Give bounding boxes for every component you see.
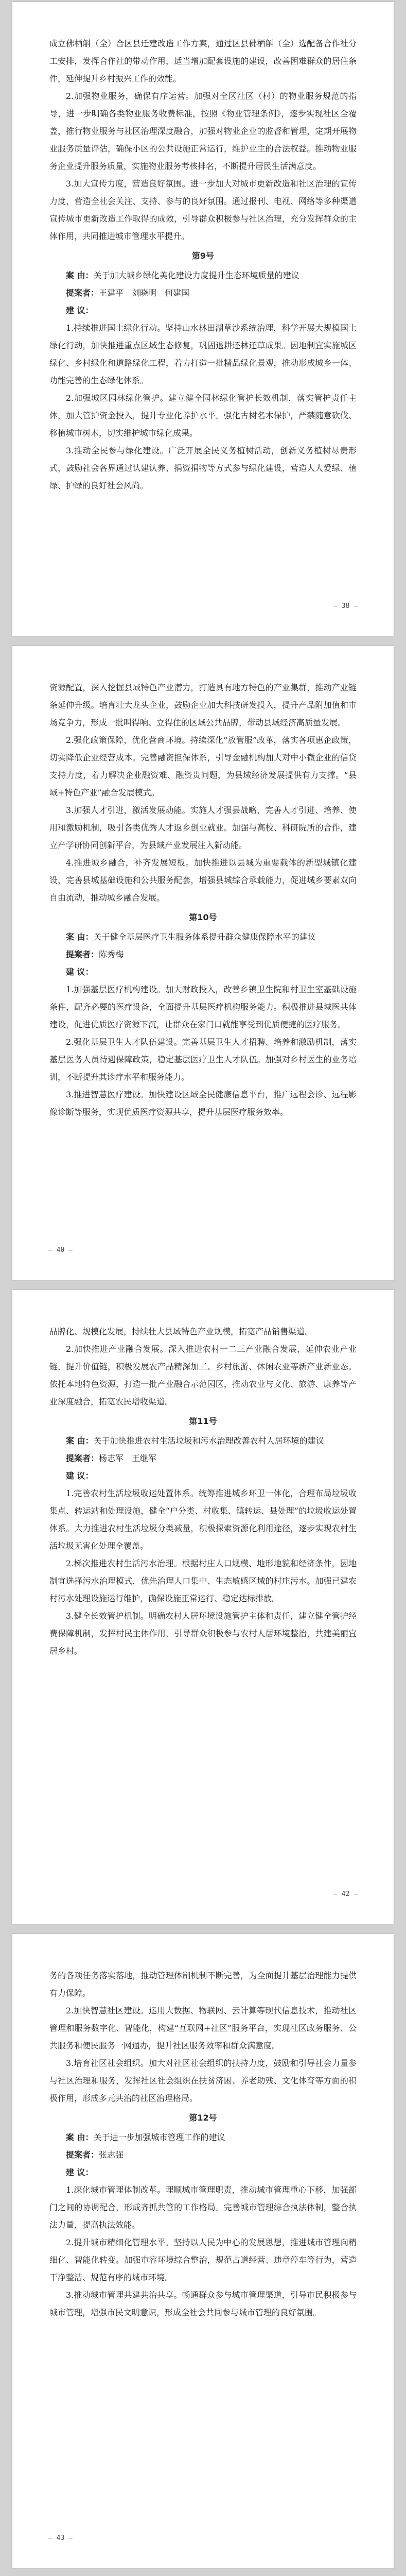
meta-value: 关于加快推进农村生活垃圾和污水治理改善农村人居环境的建议 [93,1436,324,1446]
body-paragraph: 2.强化基层卫生人才队伍建设。完善基层卫生人才招聘、培养和激励机制，落实基层医务人员待遇保障政策，稳定基层医疗卫生人才队伍。加强对乡村医生的业务培训，不断提升其诊疗水平和服务能力。 [49,1037,357,1082]
body-paragraph: 1.深化城市管理体制改革。理顺城市管理职责，推动城市管理重心下移，加强部门之间的协调配合，形成齐抓共管的工作格局。完善城市管理综合执法体制，整合执法力量，提高执法效能。 [49,2185,357,2230]
meta-key: 案 由： [66,1436,94,1446]
body-paragraph: 3.加强人才引进，激活发展动能。实施人才强县战略，完善人才引进、培养、使用和激励机制，吸引各类优秀人才返乡创业就业。加强与高校、科研院所的合作，建立产学研协同创新平台，为县域产业发展注入新动能。 [49,805,357,850]
page-number: — 43 — [48,2534,73,2542]
body-paragraph: 3.健全长效管护机制。明确农村人居环境设施管护主体和责任，建立健全管护经费保障机制，发挥村民主体作用，引导群众积极参与农村人居环境整治，共建美丽宜居乡村。 [49,1611,357,1656]
body-paragraph: 3.推动全民参与绿化建设。广泛开展全民义务植树活动，创新义务植树尽责形式，鼓励社会各界通过认建认养、捐资捐物等方式参与绿化建设，营造人人爱绿、植绿、护绿的良好社会风尚。 [49,446,357,490]
proposal-number-heading: 第9号 [191,251,215,261]
body-paragraph: 2.加强城区园林绿化管护。建立健全园林绿化管护长效机制，落实管护责任主体，加大管护资金投入，提升专业化养护水平。强化古树名木保护，严禁随意砍伐、移植城市树木，切实维护城市绿化成果。 [49,393,357,438]
meta-key: 提案者： [66,950,99,959]
meta-key: 案 由： [66,270,94,280]
proposal-number-heading: 第12号 [189,2113,217,2123]
body-paragraph: 3.推进智慧医疗建设。加快建设区域全民健康信息平台，推广远程会诊、远程影像诊断等服务，实现优质医疗资源共享，提升基层医疗服务效率。 [49,1090,357,1117]
proposal-meta-line [49,928,357,946]
body-paragraph: 3.培育社区社会组织。加大对社区社会组织的扶持力度，鼓励和引导社会力量参与社区治理和服务，发挥社区社会组织在扶贫济困、养老助残、文化体育等方面的积极作用，形成多元共治的社区治理格局。 [49,2058,357,2103]
suggestion-heading: 建 议： [66,2167,94,2177]
proposal-meta-line [49,1432,357,1450]
suggestion-heading: 建 议： [66,306,94,315]
body-paragraph: 3.推动城市管理共建共治共享。畅通群众参与城市管理渠道，引导市民积极参与城市管理，增强市民文明意识，形成全社会共同参与城市管理的良好氛围。 [49,2290,357,2317]
meta-value: 陈秀梅 [99,950,124,959]
body-paragraph: 3.加大宣传力度，营造良好氛围。进一步加大对城市更新改造和社区治理的宣传力度，营造全社会关注、支持、参与的良好氛围。通过报刊、电视、网络等多种渠道宣传城市更新改造工作取得的成效，引导群众积极参与社区治理，充分发挥群众的主体作用，共同推进城市管理水平提升。 [49,179,357,241]
proposal-meta-line [49,2129,357,2146]
meta-key: 案 由： [66,932,94,942]
body-paragraph: 2.加强物业服务，确保有序运营。加强对全区社区（村）的物业服务规范的指导，进一步明确各类物业服务收费标准，按照《物业管理条例》，逐步实现社区全覆盖，推行物业服务与社区治理深度融合，加强对物业企业的监督和管理，定期开展物业服务质量评估，确保小区的公共设施正常运行，维护业主的合法权益。推动物业服务企业提升服务质量，实施物业服务考核排名，不断提升居民生活满意度。 [49,91,357,171]
page-number: — 38 — [333,602,358,610]
proposal-meta-line [49,946,357,963]
proposal-meta-line [49,284,357,302]
meta-value: 关于进一步加强城市管理工作的建议 [93,2132,225,2142]
body-paragraph: 4.推进城乡融合，补齐发展短板。加快推进以县城为重要载体的新型城镇化建设，完善县城基础设施和公共服务配套，增强县城综合承载能力，促进城乡要素双向自由流动，推动城乡融合发展。 [49,858,357,903]
meta-key: 提案者： [66,288,99,298]
body-paragraph: 1.加强基层医疗机构建设。加大财政投入，改善乡镇卫生院和村卫生室基础设施条件，配齐必要的医疗设备，全面提升基层医疗机构服务能力。积极推进县域医共体建设，促进优质医疗资源下沉，让群众在家门口就能享受到优质便捷的医疗服务。 [49,985,357,1029]
body-paragraph: 资源配置，深入挖掘县域特色产业潜力，打造具有地方特色的产业集群，推动产业链条延伸升级。培育壮大龙头企业，鼓励企业加大科技研发投入，提升产品附加值和市场竞争力，形成一批叫得响、立得住的区域公共品牌，带动县域经济高质量发展。 [49,683,357,727]
suggestion-heading: 建 议： [66,967,94,977]
body-paragraph: 2.梯次推进农村生活污水治理。根据村庄人口规模、地形地貌和经济条件，因地制宜选择污水治理模式，优先治理人口集中、生态敏感区域的村庄污水。加强已建农村污水处理设施运行维护，确保设施正常运行、稳定达标排放。 [49,1558,357,1603]
page-number: — 40 — [48,1246,73,1254]
body-paragraph: 2.加快推进产业融合发展。深入推进农村一二三产业融合发展，延伸农业产业链，提升价值链，积极发展农产品精深加工、乡村旅游、休闲农业等新产业新业态。依托本地特色资源，打造一批产业融合示范园区，推动农业与文化、旅游、康养等产业深度融合，拓宽农民增收渠道。 [49,1344,357,1406]
meta-key: 提案者： [66,1453,99,1463]
body-paragraph: 品牌化、规模化发展，持续壮大县域特色产业规模，拓宽产品销售渠道。 [49,1327,313,1336]
page-number: — 42 — [333,1890,358,1898]
body-paragraph: 1.完善农村生活垃圾收运处置体系。统筹推进城乡环卫一体化，合理布局垃圾收集点、转运站和处理设施，健全“户分类、村收集、镇转运、县处理”的垃圾收运处置体系。大力推进农村生活垃圾分类减量，积极探索资源化利用途径，逐步实现农村生活垃圾无害化处理全覆盖。 [49,1488,357,1551]
body-paragraph: 2.提升城市精细化管理水平。坚持以人民为中心的发展思想，推进城市管理向精细化、智能化转变。加强市容环境综合整治，规范占道经营、违章停车等行为，营造干净整洁、规范有序的城市环境。 [49,2238,357,2282]
proposal-number-heading: 第10号 [189,912,217,922]
meta-value: 杨志军 王继军 [99,1453,157,1463]
meta-value: 王建平 刘晓明 何建国 [99,288,190,298]
body-paragraph: 务的各项任务落实落地，推动管理体制机制不断完善，为全面提升基层治理能力提供有力保障。 [49,1971,357,1998]
proposal-meta-line [49,1450,357,1467]
suggestion-heading: 建 议： [66,1471,94,1481]
meta-value: 关于健全基层医疗卫生服务体系提升群众健康保障水平的建议 [93,932,316,942]
body-paragraph: 2.加快智慧社区建设。运用大数据、物联网、云计算等现代信息技术，推动社区管理和服务数字化、智能化，构建“互联网+社区”服务平台，实现社区政务服务、公共服务和便民服务一网通办，提升社区服务效率和群众满意度。 [49,2006,357,2050]
proposal-meta-line [49,2146,357,2164]
body-paragraph: 成立佛栖斛（全）合区县迁建改造工作方案，通过区县佛栖斛（全）选配备合作社分工安排，发挥合作社的带动作用，适当增加配套设施的建设，改善困难群众的居住条件，延伸提升乡村振兴工作的效能。 [49,39,357,83]
body-paragraph: 2.强化政策保障，优化营商环境。持续深化“放管服”改革，落实各项惠企政策，切实降低企业经营成本。完善融资担保体系，引导金融机构加大对中小微企业的信贷支持力度，着力解决企业融资难、融资贵问题，为县域经济发展提供有力支撑。“县域+特色产业”融合发展模式。 [49,735,357,798]
meta-key: 提案者： [66,2150,99,2160]
proposal-meta-line [49,267,357,284]
body-paragraph: 1.持续推进国土绿化行动。坚持山水林田湖草沙系统治理，科学开展大规模国土绿化行动，加快推进重点区域生态修复，巩固退耕还林还草成果。因地制宜实施城区绿化、乡村绿化和道路绿化工程，着力打造一批精品绿化景观，推动形成城乡一体、功能完善的生态绿化体系。 [49,323,357,385]
proposal-number-heading: 第11号 [189,1416,217,1426]
document-page [12,1290,394,1924]
document-page [12,646,394,1280]
meta-value: 张志强 [99,2150,124,2160]
meta-value: 关于加大城乡绿化美化建设力度提升生态环境质量的建议 [93,270,299,280]
meta-key: 案 由： [66,2132,94,2142]
document-page [12,1934,394,2568]
document-page [12,2,394,636]
